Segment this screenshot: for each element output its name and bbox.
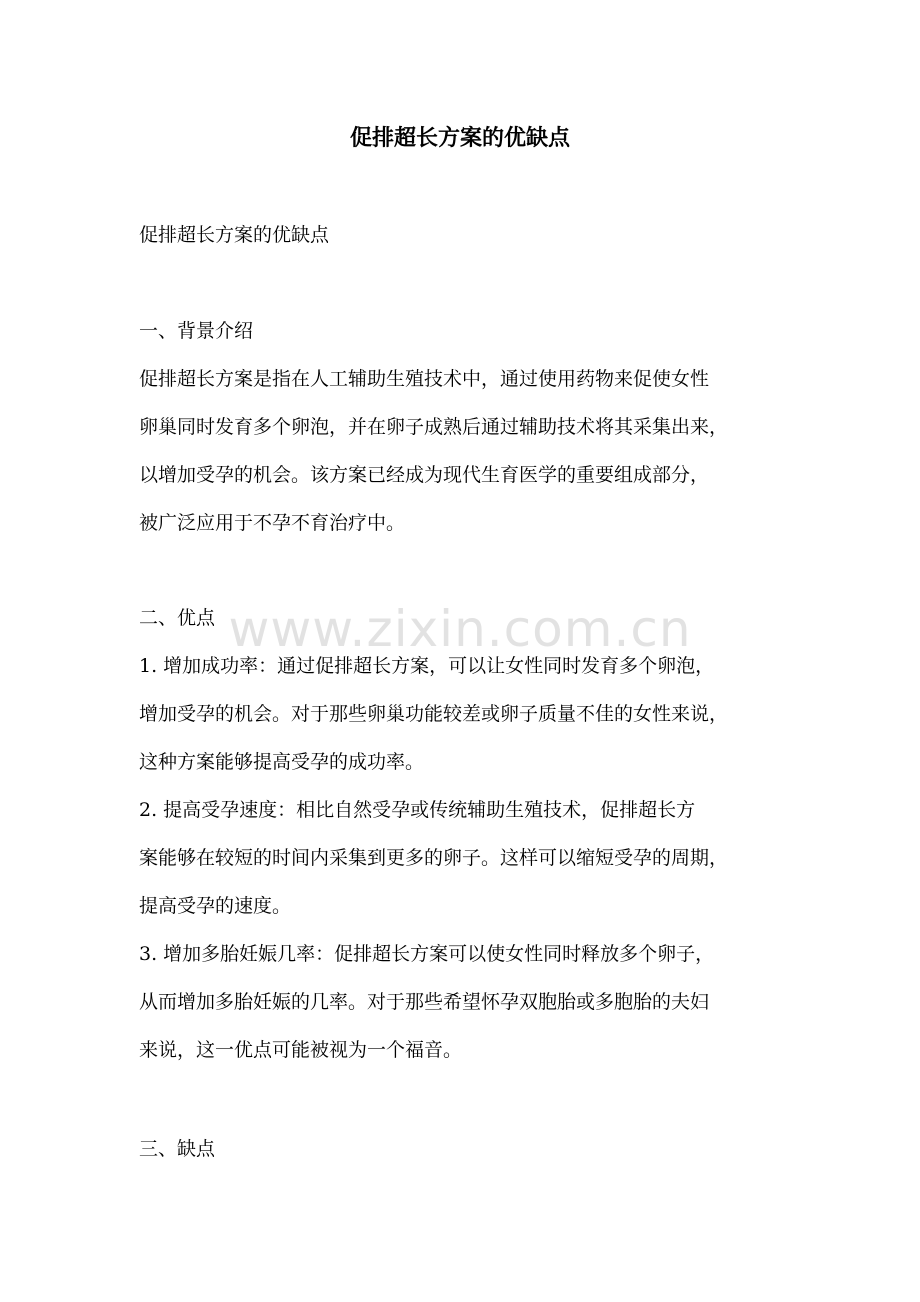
- document-subtitle: 促排超长方案的优缺点: [139, 224, 330, 246]
- section-heading-advantages: 二、优点: [139, 607, 216, 629]
- paragraph-line: 增加受孕的机会。对于那些卵巢功能较差或卵子质量不佳的女性来说，: [139, 703, 729, 725]
- document-title: 促排超长方案的优缺点: [349, 125, 570, 151]
- paragraph-line: 2. 提高受孕速度：相比自然受孕或传统辅助生殖技术，促排超长方: [139, 799, 696, 821]
- watermark: www.zixin.com.cn: [228, 600, 692, 658]
- paragraph-line: 从而增加多胎妊娠的几率。对于那些希望怀孕双胞胎或多胞胎的夫妇: [139, 991, 710, 1013]
- paragraph-line: 案能够在较短的时间内采集到更多的卵子。这样可以缩短受孕的周期，: [139, 847, 729, 869]
- paragraph-line: 这种方案能够提高受孕的成功率。: [139, 751, 425, 773]
- paragraph-line: 3. 增加多胎妊娠几率：促排超长方案可以使女性同时释放多个卵子，: [139, 943, 715, 965]
- paragraph-line: 被广泛应用于不孕不育治疗中。: [139, 512, 406, 534]
- paragraph-line: 1. 增加成功率：通过促排超长方案，可以让女性同时发育多个卵泡，: [139, 655, 715, 677]
- paragraph-line: 促排超长方案是指在人工辅助生殖技术中，通过使用药物来促使女性: [139, 368, 710, 390]
- section-heading-background: 一、背景介绍: [139, 320, 254, 342]
- paragraph-line: 以增加受孕的机会。该方案已经成为现代生育医学的重要组成部分，: [139, 464, 710, 486]
- paragraph-line: 卵巢同时发育多个卵泡，并在卵子成熟后通过辅助技术将其采集出来，: [139, 416, 729, 438]
- paragraph-line: 提高受孕的速度。: [139, 895, 292, 917]
- section-heading-disadvantages: 三、缺点: [139, 1138, 216, 1160]
- paragraph-line: 来说，这一优点可能被视为一个福音。: [139, 1039, 463, 1061]
